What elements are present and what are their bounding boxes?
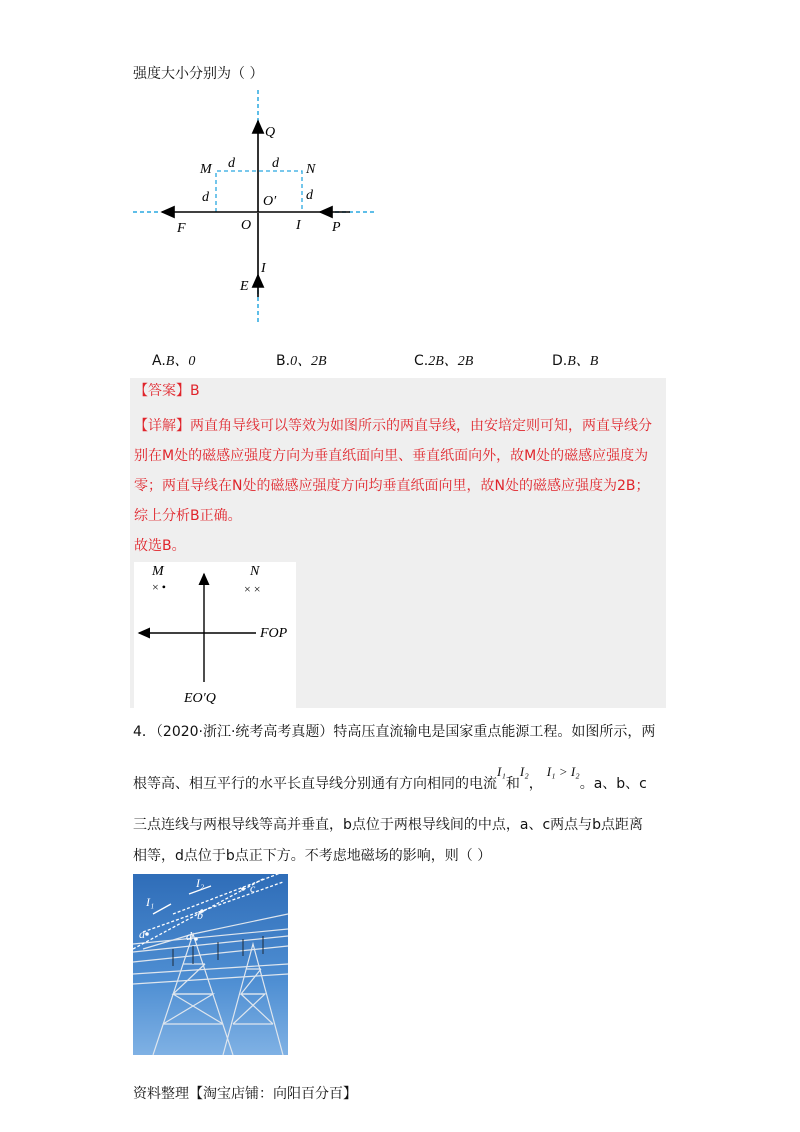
mn-dashed-box	[216, 171, 302, 212]
label-O: O	[241, 218, 252, 233]
label-E: E	[240, 279, 249, 294]
answer-label: 【答案】B	[134, 383, 200, 399]
label-O-prime: O′	[263, 194, 277, 209]
fig2-N-marks: × ×	[244, 582, 261, 596]
fig2-label-M: M	[152, 564, 164, 579]
fig2-M-marks: × •	[152, 580, 166, 594]
fig2-label-N: N	[250, 564, 260, 579]
figure-1-diagram	[130, 85, 380, 330]
q4-line-2: 根等高、相互平行的水平长直导线分别通有方向相同的电流I₁和I₂，I₁ > I₂。a、b、c	[133, 764, 647, 792]
photo-label-I1: I₁	[146, 895, 155, 909]
figure-2-diagram	[134, 562, 296, 708]
label-d-2: d	[272, 156, 279, 171]
fig2-label-EOQ: EO′Q	[184, 691, 216, 706]
option-d[interactable]: D.B、B	[552, 353, 599, 369]
fig2-label-FOP: FOP	[260, 626, 288, 641]
photo-label-d: d	[186, 929, 192, 943]
label-d-3: d	[202, 190, 209, 205]
photo-label-I2: I₂	[196, 876, 205, 890]
label-M: M	[200, 162, 212, 177]
option-a[interactable]: A.B、0	[152, 353, 196, 369]
q4-line-1: 4．（2020·浙江·统考高考真题）特高压直流输电是国家重点能源工程。如图所示，两	[133, 724, 656, 740]
label-N: N	[306, 162, 316, 177]
label-I-horizontal: I	[296, 218, 301, 233]
photo-label-c: c	[250, 881, 256, 895]
label-F: F	[177, 221, 186, 236]
photo-label-a: a	[139, 927, 145, 941]
label-d-4: d	[306, 188, 313, 203]
label-P: P	[332, 220, 341, 235]
answer-detail: 【详解】两直角导线可以等效为如图所示的两直导线，由安培定则可知，两直导线分 别在M处的磁感应强度方向为垂直纸面向里、垂直纸面向外，故M处的磁感应强度为 零；两直导线在N处的磁感应强度方向均垂直纸面向里，故N处的磁感应强度为2B； 综上分析B正确。 故选B。	[134, 418, 652, 554]
option-b[interactable]: B.0、2B	[276, 353, 327, 369]
option-c[interactable]: C.2B、2B	[414, 353, 474, 369]
label-I-vertical: I	[261, 261, 266, 276]
q4-line-4: 相等，d点位于b点正下方。不考虑地磁场的影响，则（ ）	[133, 848, 492, 864]
label-Q: Q	[265, 125, 276, 140]
question-stem-tail: 强度大小分别为（ ）	[133, 66, 264, 82]
q4-line-3: 三点连线与两根导线等高并垂直，b点位于两根导线间的中点，a、c两点与b点距离	[133, 817, 644, 833]
footer-source: 资料整理【淘宝店铺：向阳百分百】	[133, 1086, 357, 1102]
label-d-1: d	[228, 156, 235, 171]
photo-label-b: b	[197, 908, 203, 922]
power-line-photo	[133, 874, 288, 1055]
